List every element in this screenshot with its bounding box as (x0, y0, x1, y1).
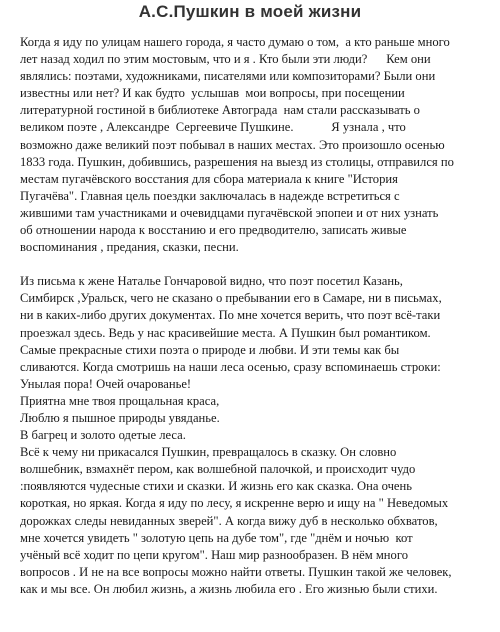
text-line: учёный всё ходит по цепи кругом". Наш мир разнообразен. В нём много (20, 547, 408, 562)
text-line: лет назад ходил по этим мостовым, что и я . Кто были эти люди? Кем они (20, 52, 431, 67)
text-line: Когда я иду по улицам нашего города, я часто думаю о том, а кто раньше много (20, 35, 450, 49)
text-line: мне хочется увидеть " золотую цепь на дубе том", где "днём и ночью кот (20, 530, 413, 545)
text-line: вопросов . И не на все вопросы можно найти ответы. Пушкин такой же человек, (20, 564, 452, 579)
poem-line: Люблю я пышное природы увяданье. (20, 410, 220, 425)
text-line: ни в каких-либо других документах. По мне хочется верить, что поэт всё-таки (20, 308, 441, 323)
text-line: великом поэте , Александре Сергеевиче Пушкине. Я узнала , что (20, 120, 406, 135)
text-line: Пугачёва". Главная цель поездки заключалась в надежде встретиться с (20, 188, 400, 203)
poem-line: Приятна мне твоя прощальная краса, (20, 393, 220, 408)
text-line: Самые прекрасные стихи поэта о природе и любви. И эти темы как бы (20, 342, 400, 357)
text-line: короткая, но яркая. Когда я иду по лесу, я искренне верю и ищу на " Неведомых (20, 496, 449, 511)
text-line: дорожках следы невиданных зверей". А когда вижу дуб в несколько обхватов, (20, 513, 438, 528)
text-line: Всё к чему ни прикасался Пушкин, превращалось в сказку. Он словно (20, 445, 397, 460)
poem-line: Унылая пора! Очей очарованье! (20, 376, 192, 391)
document-title: А.С.Пушкин в моей жизни (138, 2, 362, 21)
text-line: возможно даже великий поэт побывал в наших местах. Это произошло осенью (20, 137, 445, 152)
document-body (20, 34, 492, 598)
text-line: проезжал здесь. Ведь у нас красивейшие места. А Пушкин был романтиком. (20, 325, 431, 340)
text-line: воспоминания , предания, сказки, песни. (20, 240, 239, 255)
text-line: Симбирск ,Уральск, чего не сказано о пребывании его в Самаре, ни в письмах, (20, 291, 442, 306)
text-line: об отношении народа к восстанию и его предводителю, записать живые (20, 223, 407, 238)
paragraph-2 (20, 273, 492, 598)
text-line: как и мы все. Он любил жизнь, а жизнь любила его . Его жизнью были стихи. (20, 581, 438, 596)
text-line: известны или нет? И как будто услышав мои вопросы, при посещении (20, 86, 405, 101)
text-line: литературной гостиной в библиотеке Автограда нам стали рассказывать о (20, 103, 420, 118)
text-line: Из письма к жене Наталье Гончаровой видно, что поэт посетил Казань, (20, 274, 403, 289)
text-line: являлись: поэтами, художниками, писателями или композиторами? Были они (20, 69, 436, 84)
text-line: жившими там участниками и очевидцами пугачёвской эпопеи и от них узнать (20, 205, 439, 220)
text-line: 1833 года. Пушкин, добившись, разрешения на выезд из столицы, отправился по (20, 154, 454, 169)
paragraph-gap (20, 256, 492, 273)
text-line: сливаются. Когда смотришь на наши леса осенью, сразу вспоминаешь строки: (20, 359, 441, 374)
paragraph-1 (20, 34, 492, 256)
poem-line: В багрец и золото одетые леса. (20, 428, 186, 443)
text-line: местам пугачёвского восстания для сбора материала к книге "История (20, 171, 398, 186)
text-line: :появляются чудесные стихи и сказки. И жизнь его как сказка. Она очень (20, 479, 413, 494)
text-line: волшебник, взмахнёт пером, как волшебной палочкой, и происходит чудо (20, 462, 416, 477)
